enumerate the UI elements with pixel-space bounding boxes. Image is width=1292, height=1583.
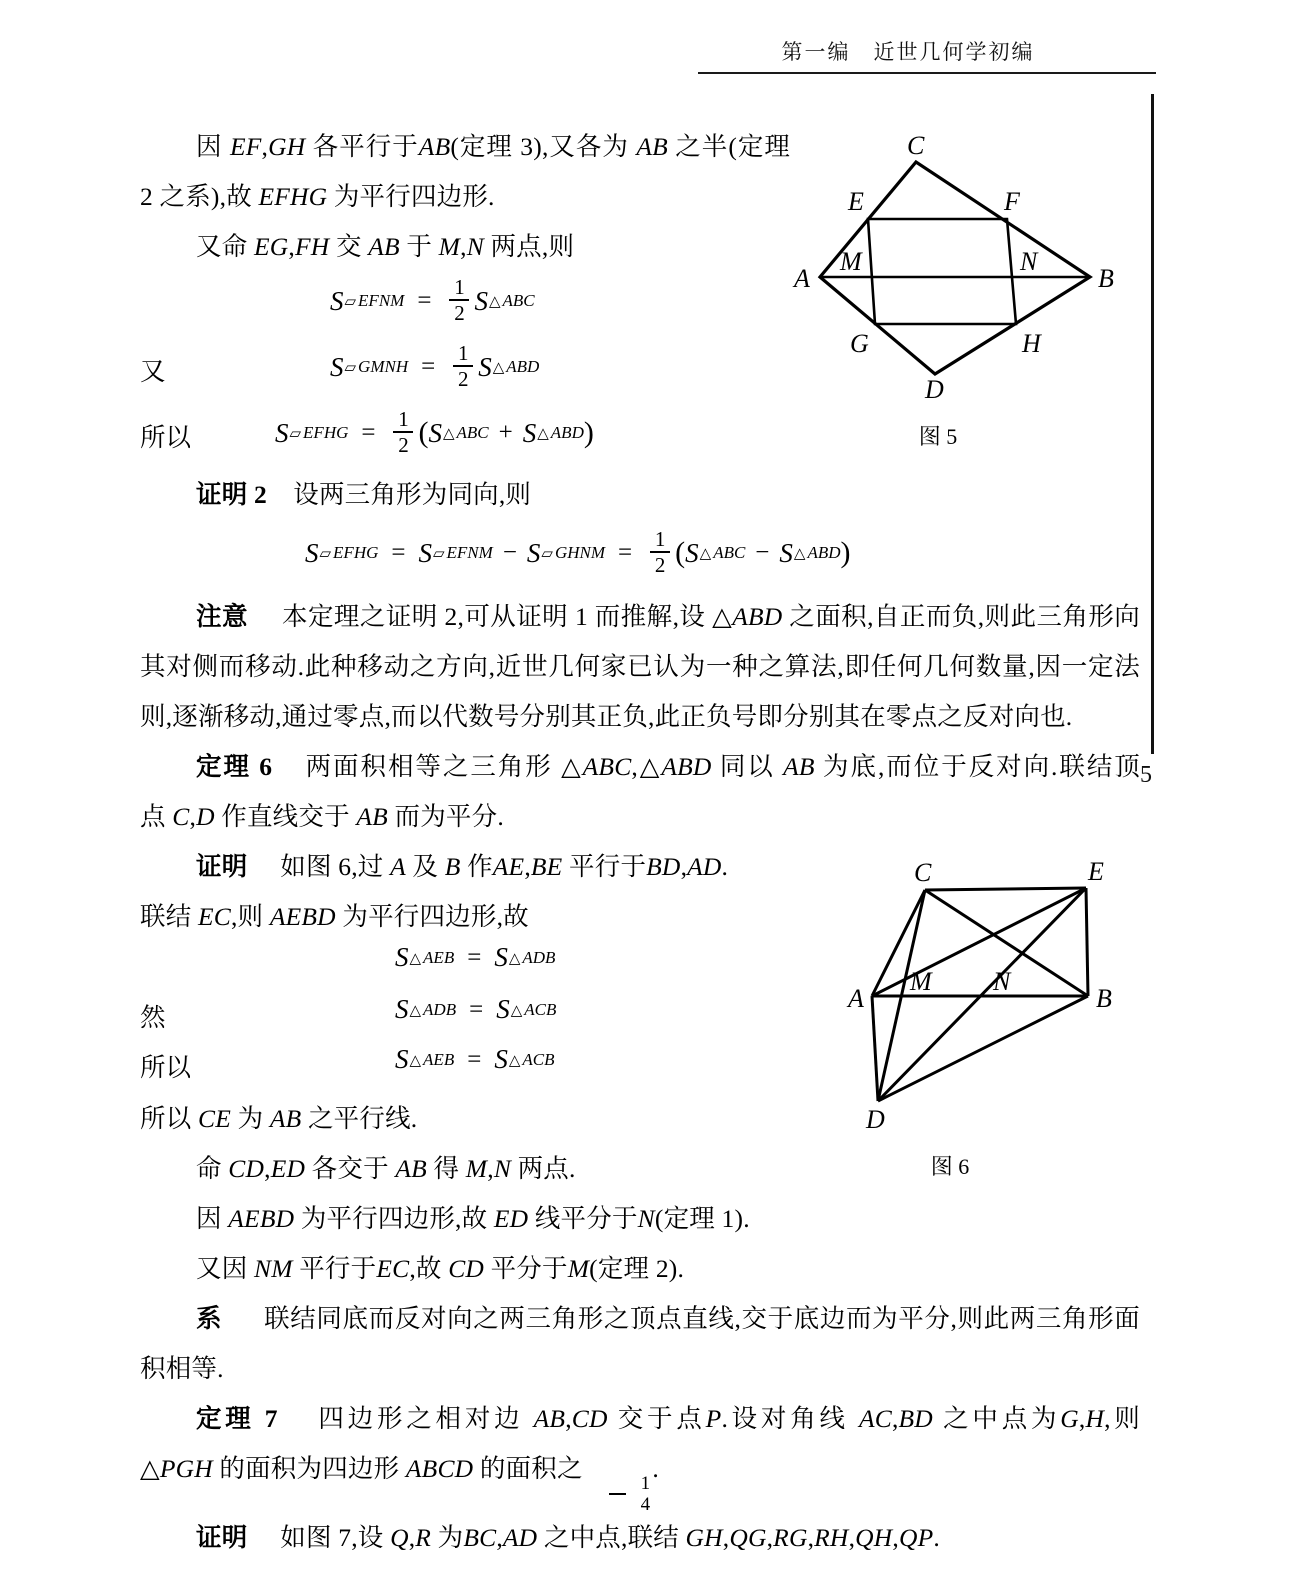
- proof6-term-b: B: [444, 852, 461, 881]
- figure6-label-D: D: [866, 1105, 885, 1134]
- p1-term-ab1: AB: [418, 132, 451, 161]
- theorem6-label: 定理 6: [196, 752, 273, 781]
- p2-mid1: 交: [335, 232, 362, 261]
- proof6-term-ae: AE: [492, 852, 525, 881]
- eq6-b-sub: ACB: [524, 999, 557, 1019]
- proof6-l2-b: ,则: [230, 902, 264, 931]
- nm-b: 平行于: [299, 1254, 377, 1283]
- aebd-a: 因: [196, 1204, 222, 1233]
- note-label: 注意: [196, 602, 248, 631]
- eq2-quad-symbol: ▱: [344, 360, 357, 376]
- eq2-S: S: [330, 351, 344, 382]
- thm7-h: ,则 △: [140, 1404, 1140, 1483]
- figure5-label-A: A: [794, 264, 810, 293]
- thm6-term-abd: ABD: [661, 752, 712, 781]
- eq3-fraction: [393, 409, 413, 455]
- note-text-b: 之面积,自正而负,则此三角形向其对侧而移动.此种移动之方向,近世几何家已认为一种之算法,即任何几何数量,因一定法则,逐渐移动,通过零点,而以代数号分别其正负,此正负号即分别其在零点之反对向也.: [140, 602, 1140, 731]
- eq4-d-S: S: [685, 537, 699, 568]
- nm-term-cd: CD: [448, 1254, 485, 1283]
- eq4-minus-1: −: [502, 539, 517, 566]
- thm7-a: 四边形之相对边: [318, 1404, 524, 1433]
- eq3-quad-symbol: ▱: [289, 426, 302, 442]
- segment-ad: [872, 996, 878, 1101]
- eq7-a-tri: △: [409, 1052, 422, 1069]
- thm7-frac-bar: [609, 1493, 626, 1495]
- segment-db: [878, 996, 1088, 1101]
- eq6-b-S: S: [496, 994, 510, 1024]
- eq2-denominator: 2: [457, 367, 469, 391]
- equation-efnm: [330, 275, 535, 325]
- eq7-b-S: S: [494, 1044, 508, 1074]
- thm7-term-h: H: [1085, 1404, 1105, 1433]
- equation-efhg-diff: [305, 527, 851, 577]
- eq7-b-tri: △: [508, 1052, 521, 1069]
- thm7-f: 之中点为: [943, 1404, 1061, 1433]
- figure6-label-M: M: [910, 967, 932, 996]
- cd-term-m: M: [465, 1154, 488, 1183]
- figure5-label-F: F: [1004, 187, 1020, 216]
- proof6-b: 及: [412, 852, 439, 881]
- proof7-k: .: [933, 1523, 940, 1552]
- eq4-denominator: 2: [654, 553, 666, 577]
- figure5-label-N: N: [1020, 247, 1038, 276]
- thm6-b: ,△: [631, 752, 662, 781]
- eq3-r1-sub: ABC: [456, 423, 489, 442]
- figure-6-drawing: [830, 845, 1130, 1135]
- paragraph-proof2: [140, 470, 1140, 520]
- eq1-equals: =: [417, 287, 432, 314]
- equation-gmnh: [330, 341, 540, 391]
- thm6-g: 而为平分.: [394, 802, 504, 831]
- thm7-term-bd: BD: [898, 1404, 933, 1433]
- aebd-term-aebd: AEBD: [228, 1204, 295, 1233]
- p2-lead: 又命: [196, 232, 248, 261]
- proof7-j: ,: [892, 1523, 899, 1552]
- eq4-equals-2: =: [618, 539, 633, 566]
- proof7-a: 如图 7,设: [280, 1523, 384, 1552]
- eq4-close-paren: ): [840, 536, 851, 569]
- nm-e: (定理 2).: [589, 1254, 685, 1283]
- figure-5: [790, 130, 1120, 400]
- eq6-b-tri: △: [510, 1002, 523, 1019]
- proof7-e: 之中点,联结: [543, 1523, 679, 1552]
- eq4-b-quad: ▱: [432, 546, 445, 562]
- p1-comma: ,: [261, 132, 269, 161]
- nm-d: 平分于: [490, 1254, 568, 1283]
- proof6-term-aebd: AEBD: [269, 902, 336, 931]
- proof7-label: 证明: [196, 1523, 248, 1552]
- segment-eb: [1086, 888, 1088, 996]
- nm-term-ec: EC: [376, 1254, 410, 1283]
- proof7-f: ,: [722, 1523, 730, 1552]
- proof7-term-rg: RG: [773, 1523, 808, 1552]
- eq4-e-S: S: [779, 537, 793, 568]
- parallelogram-efhg: [868, 219, 1016, 324]
- thm7-term-pgh: PGH: [159, 1454, 213, 1483]
- eq6-a-sub: ADB: [423, 999, 457, 1019]
- eq4-c-S: S: [526, 537, 541, 568]
- eq3-denominator: 2: [398, 433, 409, 457]
- eq5-a-sub: AEB: [423, 947, 455, 967]
- equation-aeb-adb: [395, 942, 555, 973]
- equation-adb-acb: [395, 994, 556, 1025]
- eq3-close-paren: ): [583, 416, 594, 449]
- proof6-term-bd: BD: [646, 852, 681, 881]
- p2-end: 两点,则: [490, 232, 575, 261]
- thm6-term-ab: AB: [783, 752, 815, 781]
- p2-term-fh: FH: [294, 232, 330, 261]
- nm-term-nm: NM: [253, 1254, 293, 1283]
- paragraph-note: [140, 592, 1140, 742]
- eq6-lead-ran: 然: [140, 1003, 166, 1032]
- thm7-j: 的面积之: [479, 1454, 583, 1483]
- eq2-rhs-subscript: ABD: [506, 357, 540, 376]
- thm7-denominator: 4: [640, 1494, 651, 1515]
- proof6-l2-a: 联结: [140, 902, 192, 931]
- thm7-c: 交于点: [617, 1404, 706, 1433]
- p2-term-n: N: [466, 232, 484, 261]
- proof6-term-be: BE: [530, 852, 563, 881]
- eq3-lead-suoyi: 所以: [140, 423, 192, 452]
- eq7-a-S: S: [395, 1044, 409, 1074]
- eq1-tri-symbol: △: [488, 294, 501, 310]
- figure5-label-H: H: [1022, 329, 1041, 358]
- proof6-e: 平行于: [569, 852, 647, 881]
- eq1-rhs-S: S: [474, 285, 488, 316]
- ce-term-ce: CE: [197, 1104, 231, 1133]
- cd-d: 得: [433, 1154, 460, 1183]
- eq4-b-S: S: [418, 537, 432, 568]
- theorem7-label: 定理 7: [196, 1404, 278, 1433]
- paragraph-aebd-parallelogram: [140, 1194, 840, 1244]
- thm6-f: 作直线交于: [221, 802, 350, 831]
- proof7-g: ,: [766, 1523, 774, 1552]
- p2-term-ab: AB: [368, 232, 400, 261]
- nm-a: 又因: [196, 1254, 248, 1283]
- cd-c: 各交于: [311, 1154, 389, 1183]
- eq4-fraction: [650, 529, 670, 575]
- paragraph-cd-ed: [140, 1144, 840, 1194]
- proof6-g: .: [721, 852, 729, 881]
- eq4-open-paren: (: [675, 536, 686, 569]
- thm6-term-c: C: [172, 802, 190, 831]
- eq3-plus: +: [498, 419, 513, 446]
- eq2-equals: =: [421, 353, 436, 380]
- eq5-a-tri: △: [409, 950, 422, 967]
- eq1-subscript: EFNM: [358, 291, 405, 310]
- proof6-term-ec: EC: [197, 902, 231, 931]
- proof2-text: 设两三角形为同向,则: [293, 480, 532, 509]
- eq4-c-sub: GHNM: [554, 543, 606, 562]
- proof7-c: 为: [437, 1523, 464, 1552]
- paragraph-ce-parallel: [140, 1094, 840, 1144]
- eq1-rhs-subscript: ABC: [502, 291, 535, 310]
- paragraph-corollary: [140, 1294, 1140, 1394]
- proof6-label: 证明: [196, 852, 248, 881]
- figure5-label-B: B: [1098, 264, 1114, 293]
- eq1-numerator: 1: [454, 275, 465, 299]
- figure6-label-B: B: [1096, 984, 1112, 1013]
- figure5-label-G: G: [850, 329, 869, 358]
- eq2-rhs-S: S: [478, 351, 492, 382]
- figure6-label-A: A: [848, 984, 864, 1013]
- thm7-numerator: 1: [640, 1473, 651, 1494]
- aebd-c: 线平分于: [534, 1204, 638, 1233]
- thm7-term-cd: CD: [571, 1404, 608, 1433]
- cd-a: 命: [196, 1154, 222, 1183]
- proof7-term-rh: RH: [814, 1523, 849, 1552]
- eq5-a-S: S: [395, 942, 409, 972]
- proof6-c: 作: [467, 852, 493, 881]
- p1-term-gh: GH: [268, 132, 306, 161]
- aebd-b: 为平行四边形,故: [300, 1204, 488, 1233]
- paragraph-eg-fh: 又命 EG,FH 交 AB 于 M,N 两点,则: [196, 232, 575, 261]
- ce-b: 为: [237, 1104, 264, 1133]
- eq4-a-sub: EFHG: [333, 543, 379, 562]
- aebd-term-ed: ED: [493, 1204, 529, 1233]
- eq3-equals: =: [361, 419, 376, 446]
- thm6-c: 同以: [719, 752, 775, 781]
- p1-term-efhg: EFHG: [258, 182, 328, 211]
- eq3-open-paren: (: [418, 416, 429, 449]
- proof7-term-q: Q: [390, 1523, 409, 1552]
- thm7-d: .设对角线: [721, 1404, 849, 1433]
- cd-term-n: N: [493, 1154, 512, 1183]
- p2-term-eg: EG: [253, 232, 289, 261]
- proof7-h: ,: [807, 1523, 815, 1552]
- proof7-d: ,: [496, 1523, 503, 1552]
- thm7-term-ac: AC: [858, 1404, 892, 1433]
- thm6-term-ab2: AB: [356, 802, 388, 831]
- eq7-equals: =: [467, 1045, 482, 1073]
- figure6-label-N: N: [993, 967, 1011, 996]
- eq4-b-sub: EFNM: [446, 543, 493, 562]
- eq4-equals-1: =: [391, 539, 406, 566]
- paragraph-proof7: [140, 1513, 1140, 1563]
- p2-mid2: 于: [406, 232, 433, 261]
- eq2-numerator: 1: [457, 341, 469, 365]
- thm7-i: 的面积为四边形: [219, 1454, 400, 1483]
- eq3-r2-tri: △: [537, 426, 549, 442]
- eq4-e-tri: △: [793, 546, 806, 562]
- corollary-label: 系: [196, 1304, 223, 1333]
- proof6-d: ,: [524, 852, 531, 881]
- eq1-S: S: [330, 285, 344, 316]
- cd-term-ab: AB: [395, 1154, 427, 1183]
- eq3-r1-S: S: [428, 417, 442, 448]
- eq4-a-S: S: [305, 537, 319, 568]
- thm7-k: .: [652, 1454, 659, 1483]
- thm6-term-abc: ABC: [582, 752, 632, 781]
- proof7-i: ,: [848, 1523, 856, 1552]
- eq7-b-sub: ACB: [522, 1049, 555, 1069]
- figure-5-drawing: [790, 130, 1120, 400]
- proof6-term-ad: AD: [687, 852, 722, 881]
- header-title: 第一编 近世几何学初编: [781, 40, 1035, 64]
- proof7-term-gh: GH: [685, 1523, 723, 1552]
- equation-aeb-acb: [395, 1044, 554, 1075]
- eq1-fraction: [449, 277, 469, 323]
- eq4-d-sub: ABC: [713, 543, 746, 562]
- thm6-e: ,: [189, 802, 197, 831]
- proof7-term-qg: QG: [729, 1523, 767, 1552]
- proof7-term-qh: QH: [855, 1523, 893, 1552]
- eq2-subscript: GMNH: [358, 357, 409, 376]
- eq3-r2-S: S: [522, 417, 537, 448]
- proof7-term-bc: BC: [463, 1523, 497, 1552]
- nm-c: ,故: [409, 1254, 442, 1283]
- eq2-tri-symbol: △: [492, 360, 505, 376]
- p1-term-ef: EF: [229, 132, 262, 161]
- thm7-e: ,: [891, 1404, 899, 1433]
- eq7-a-sub: AEB: [423, 1049, 455, 1069]
- proof6-f: ,: [680, 852, 688, 881]
- thm7-b: ,: [565, 1404, 572, 1433]
- equation-row-4: [140, 520, 1140, 592]
- figure5-label-D: D: [925, 375, 944, 400]
- ce-c: 之平行线.: [307, 1104, 418, 1133]
- thm6-a: 两面积相等之三角形 △: [305, 752, 583, 781]
- proof7-b: ,: [408, 1523, 416, 1552]
- p2-term-m: M: [438, 232, 461, 261]
- paragraph-ef-gh: [140, 122, 790, 222]
- eq2-lead-you: 又: [140, 357, 166, 386]
- thm7-term-ab: AB: [533, 1404, 566, 1433]
- proof7-term-qp: QP: [898, 1523, 934, 1552]
- header-rule: [698, 72, 1156, 74]
- running-header: [0, 36, 1292, 66]
- margin-vertical-rule: [1151, 94, 1154, 754]
- p1-mid3: 之半(定理 2 之系),故: [140, 132, 791, 211]
- eq4-d-tri: △: [699, 546, 712, 562]
- eq3-subscript: EFHG: [303, 423, 349, 442]
- eq1-quad-symbol: ▱: [344, 294, 357, 310]
- note-term-abd: ABD: [732, 602, 783, 631]
- paragraph-theorem6: [140, 742, 1140, 842]
- p1-mid1: 各平行于: [312, 132, 419, 161]
- figure5-label-M: M: [840, 247, 862, 276]
- cd-term-cd: CD: [228, 1154, 265, 1183]
- segment-ce-top: [925, 888, 1086, 890]
- figure-5-caption: 图 5: [918, 424, 958, 449]
- eq4-a-quad: ▱: [319, 546, 332, 562]
- thm7-fraction: [585, 1475, 651, 1513]
- eq2-fraction: [453, 343, 473, 389]
- page-number: 5: [1140, 762, 1152, 788]
- figure5-label-C: C: [907, 131, 925, 160]
- p1-mid2: (定理 3),又各为: [450, 132, 629, 161]
- eq1-denominator: 2: [454, 301, 465, 325]
- paragraph-nm-parallel: [140, 1244, 1140, 1294]
- eq3-r2-sub: ABD: [550, 423, 584, 442]
- paragraph-theorem7: [140, 1394, 1140, 1513]
- thm6-d: 为底,而位于反对向.联结顶点: [140, 752, 1141, 831]
- eq3-r1-tri: △: [442, 426, 455, 442]
- figure6-label-C: C: [914, 858, 932, 887]
- cd-f: 两点.: [517, 1154, 576, 1183]
- thm7-g: ,: [1078, 1404, 1086, 1433]
- ce-term-ab: AB: [269, 1104, 302, 1133]
- proof7-term-ad: AD: [502, 1523, 538, 1552]
- thm7-term-g: G: [1060, 1404, 1079, 1433]
- figure5-label-E: E: [848, 187, 864, 216]
- proof7-term-r: R: [415, 1523, 432, 1552]
- cd-b: ,: [264, 1154, 271, 1183]
- thm6-term-d: D: [196, 802, 215, 831]
- p1-term-ab2: AB: [636, 132, 668, 161]
- equation-efhg-sum: [275, 407, 594, 457]
- thm7-term-abcd: ABCD: [405, 1454, 474, 1483]
- paragraph-proof6-line2: [140, 892, 840, 942]
- proof2-label: 证明 2: [196, 480, 267, 509]
- note-text-a: 本定理之证明 2,可从证明 1 而推解,设 △: [282, 602, 733, 631]
- eq4-e-sub: ABD: [807, 543, 841, 562]
- paragraph-proof6: [140, 842, 840, 892]
- cd-e: ,: [487, 1154, 494, 1183]
- proof6-l2-c: 为平行四边形,故: [342, 902, 529, 931]
- proof6-term-a: A: [390, 852, 406, 881]
- eq7-lead-suoyi: 所以: [140, 1053, 192, 1082]
- eq5-equals: =: [467, 943, 482, 971]
- eq5-b-tri: △: [508, 950, 521, 967]
- aebd-d: (定理 1).: [654, 1204, 750, 1233]
- figure6-label-E: E: [1088, 857, 1104, 886]
- figure-6-caption: 图 6: [930, 1154, 970, 1179]
- ce-a: 所以: [140, 1104, 192, 1133]
- p1-end: 为平行四边形.: [333, 182, 495, 211]
- eq4-c-quad: ▱: [541, 546, 553, 562]
- eq6-a-tri: △: [409, 1002, 422, 1019]
- eq5-b-S: S: [494, 942, 508, 972]
- eq6-equals: =: [469, 995, 484, 1023]
- proof6-a: 如图 6,过: [280, 852, 384, 881]
- corollary-text: 联结同底而反对向之两三角形之顶点直线,交于底边而为平分,则此两三角形面积相等.: [140, 1304, 1141, 1383]
- eq3-numerator: 1: [398, 407, 409, 431]
- eq4-numerator: 1: [654, 527, 666, 551]
- eq5-b-sub: ADB: [522, 947, 556, 967]
- nm-term-m: M: [567, 1254, 590, 1283]
- cd-term-ed: ED: [270, 1154, 306, 1183]
- eq4-minus-2: −: [755, 539, 770, 566]
- aebd-term-n: N: [637, 1204, 655, 1233]
- eq3-S: S: [275, 417, 289, 448]
- p1-lead: 因: [196, 132, 223, 161]
- figure-6: [830, 845, 1130, 1135]
- thm7-term-p: P: [705, 1404, 722, 1433]
- eq6-a-S: S: [395, 994, 409, 1024]
